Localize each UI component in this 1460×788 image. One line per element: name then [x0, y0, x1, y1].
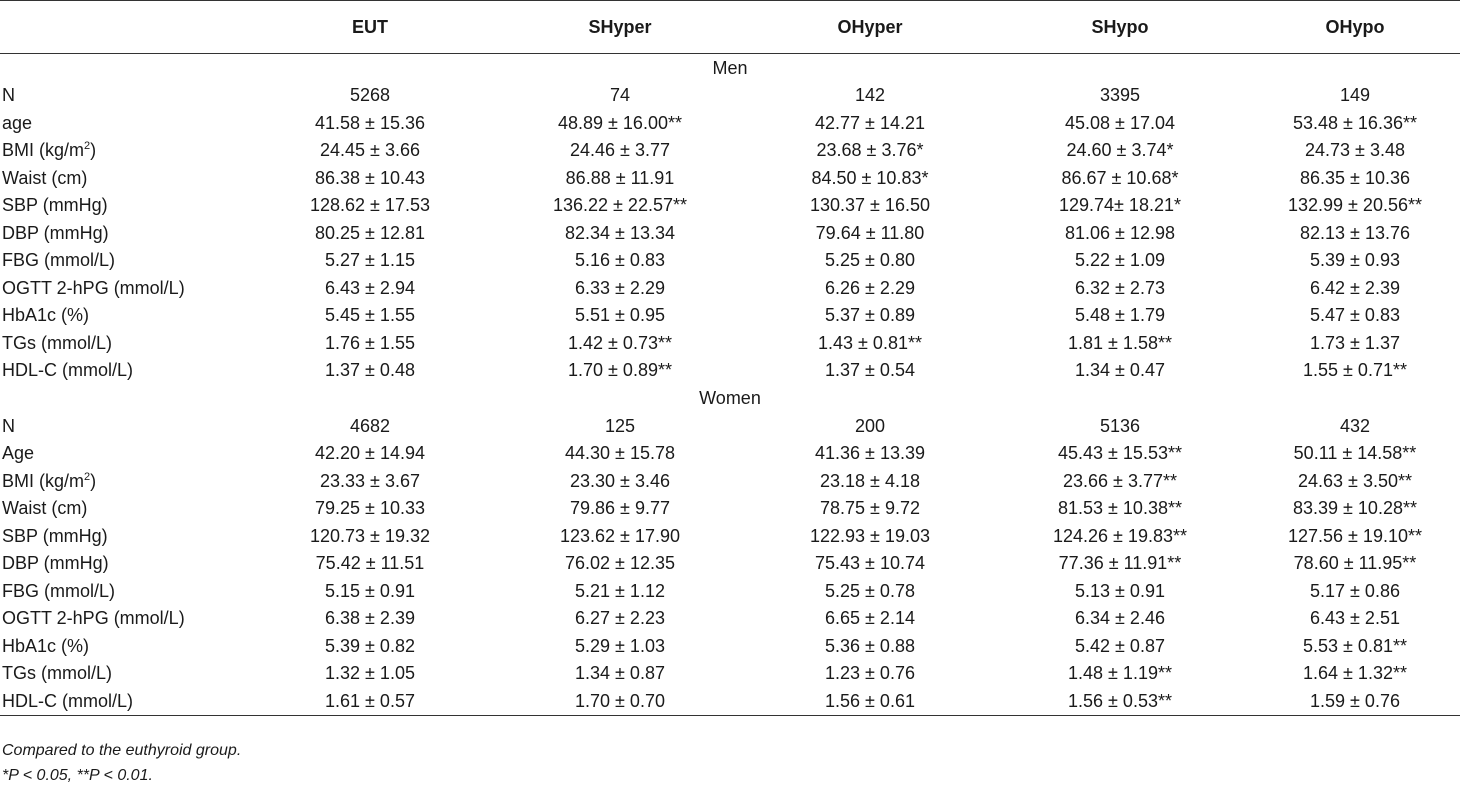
table-cell: 1.73 ± 1.37: [1310, 332, 1400, 353]
row-label: [0, 220, 250, 248]
table-body: [0, 54, 1460, 716]
table-row: [0, 192, 1460, 220]
row-label-text: TGs (mmol/L): [2, 332, 112, 353]
table-cell: 6.43 ± 2.51: [1310, 608, 1400, 629]
row-label-superscript: 2: [84, 470, 91, 483]
table-cell: 136.22 ± 22.57**: [553, 195, 687, 216]
footnote-significance: *P < 0.05, **P < 0.01.: [2, 767, 153, 784]
table-cell: 5.16 ± 0.83: [575, 250, 665, 271]
table-row: [0, 523, 1460, 551]
table-row: [0, 495, 1460, 523]
row-label-text: N: [2, 415, 15, 436]
table-cell: 1.59 ± 0.76: [1250, 688, 1460, 716]
table-row: [0, 550, 1460, 578]
row-label-text: OGTT 2-hPG (mmol/L): [2, 277, 185, 298]
table-cell: 41.58 ± 15.36: [315, 112, 425, 133]
table-cell: 5.48 ± 1.79: [1075, 305, 1165, 326]
row-label: [0, 468, 250, 496]
table-cell: 75.43 ± 10.74: [815, 553, 925, 574]
table-cell: 1.55 ± 0.71**: [1303, 360, 1407, 381]
table-cell: 5.39 ± 0.82: [325, 635, 415, 656]
table-cell: 1.81 ± 1.58**: [1068, 332, 1172, 353]
table-cell: 128.62 ± 17.53: [310, 195, 430, 216]
group-label: Men: [712, 57, 748, 78]
table-cell: 86.38 ± 10.43: [315, 167, 425, 188]
group-header-row: [0, 54, 1460, 83]
table-cell: 122.93 ± 19.03: [810, 525, 930, 546]
table-cell: 1.48 ± 1.19**: [1068, 663, 1172, 684]
table-row: [0, 220, 1460, 248]
table-row: [0, 247, 1460, 275]
table-cell: 6.27 ± 2.23: [575, 608, 665, 629]
row-label: [0, 192, 250, 220]
row-label-text: SBP (mmHg): [2, 195, 108, 216]
table-cell: 86.88 ± 11.91: [565, 167, 675, 188]
table-cell: 6.38 ± 2.39: [325, 608, 415, 629]
row-label: [0, 660, 250, 688]
table-cell: 5.17 ± 0.86: [1310, 580, 1400, 601]
table-cell: 78.60 ± 11.95**: [1293, 553, 1417, 574]
row-label: [0, 302, 250, 330]
table-cell: 142: [854, 85, 886, 106]
table-row: [0, 688, 1460, 716]
group-label: Women: [699, 388, 761, 408]
table-cell: 77.36 ± 11.91**: [1058, 553, 1182, 574]
table-cell: 1.42 ± 0.73**: [568, 332, 672, 353]
table-cell: 24.45 ± 3.66: [320, 140, 420, 161]
table-row: [0, 468, 1460, 496]
table-row: [0, 110, 1460, 138]
table-header-row: [0, 1, 1460, 54]
row-label-text: DBP (mmHg): [2, 553, 109, 574]
table-cell: 80.25 ± 12.81: [315, 222, 425, 243]
row-label-text: HbA1c (%): [2, 305, 90, 326]
row-label: [0, 523, 250, 551]
row-label: [0, 550, 250, 578]
table-cell: 41.36 ± 13.39: [815, 443, 925, 464]
row-label-text: Age: [2, 443, 35, 464]
table-row: [0, 413, 1460, 441]
table-cell: 1.23 ± 0.76: [825, 663, 915, 684]
table-cell: 53.48 ± 16.36**: [1293, 112, 1417, 133]
table-cell: 5.27 ± 1.15: [325, 250, 415, 271]
row-label: [0, 688, 250, 716]
column-header-label: [0, 1, 250, 54]
table-cell: 124.26 ± 19.83**: [1053, 525, 1187, 546]
footnote-comparison: Compared to the euthyroid group.: [2, 742, 242, 759]
row-label: [0, 605, 250, 633]
table-cell: 5.45 ± 1.55: [325, 305, 415, 326]
table-cell: 125: [604, 415, 636, 436]
table-cell: 48.89 ± 16.00**: [558, 112, 682, 133]
row-label: [0, 275, 250, 303]
table-row: [0, 330, 1460, 358]
row-label-text: Waist (cm): [2, 498, 88, 519]
table-cell: 6.43 ± 2.94: [325, 277, 415, 298]
table-cell: 76.02 ± 12.35: [565, 553, 675, 574]
row-label: [0, 165, 250, 193]
table-cell: 84.50 ± 10.83*: [811, 167, 929, 188]
row-label: [0, 440, 250, 468]
row-label-text: N: [2, 85, 15, 106]
table-row: [0, 633, 1460, 661]
table-row: [0, 165, 1460, 193]
row-label-text: SBP (mmHg): [2, 525, 108, 546]
table-cell: 23.18 ± 4.18: [820, 470, 920, 491]
row-label-suffix: ): [90, 140, 97, 161]
table-cell: 5.21 ± 1.12: [575, 580, 665, 601]
table-cell: 6.65 ± 2.14: [825, 608, 915, 629]
table-cell: 24.73 ± 3.48: [1305, 140, 1405, 161]
table-cell: 1.56 ± 0.61: [750, 688, 990, 716]
table-row: [0, 660, 1460, 688]
table-cell: 132.99 ± 20.56**: [1288, 195, 1422, 216]
table-cell: 74: [609, 85, 631, 106]
row-label-text: FBG (mmol/L): [2, 580, 116, 601]
column-header-shypo: SHypo: [990, 1, 1250, 54]
row-label: [0, 357, 250, 385]
row-label: [0, 330, 250, 358]
table-row: [0, 275, 1460, 303]
row-label-text: HDL-C (mmol/L): [2, 360, 134, 381]
table-cell: 50.11 ± 14.58**: [1293, 443, 1417, 464]
table-cell: 23.30 ± 3.46: [570, 470, 670, 491]
table-cell: 83.39 ± 10.28**: [1293, 498, 1417, 519]
row-label-text: BMI (kg/m: [2, 470, 85, 491]
table-cell: 81.53 ± 10.38**: [1058, 498, 1182, 519]
table-cell: 129.74± 18.21*: [1059, 195, 1181, 216]
row-label-text: HDL-C (mmol/L): [2, 690, 134, 711]
table-cell: 5136: [1099, 415, 1141, 436]
table-cell: 1.61 ± 0.57: [250, 688, 490, 716]
row-label-text: Waist (cm): [2, 167, 88, 188]
row-label-suffix: ): [90, 470, 97, 491]
table-cell: 82.13 ± 13.76: [1300, 222, 1410, 243]
table-cell: 5.29 ± 1.03: [575, 635, 665, 656]
table-cell: 24.46 ± 3.77: [570, 140, 670, 161]
table-cell: 5.36 ± 0.88: [825, 635, 915, 656]
table-cell: 86.67 ± 10.68*: [1061, 167, 1179, 188]
table-cell: 1.70 ± 0.70: [490, 688, 750, 716]
table-cell: 6.33 ± 2.29: [575, 277, 665, 298]
row-label-text: TGs (mmol/L): [2, 663, 112, 684]
row-label: [0, 495, 250, 523]
table-cell: 4682: [349, 415, 391, 436]
table-cell: 45.08 ± 17.04: [1065, 112, 1175, 133]
row-label-text: DBP (mmHg): [2, 222, 109, 243]
table-row: [0, 302, 1460, 330]
table-cell: 23.68 ± 3.76*: [816, 140, 924, 161]
table-cell: 1.56 ± 0.53**: [990, 688, 1250, 716]
row-label-text: HbA1c (%): [2, 635, 90, 656]
table-cell: 24.63 ± 3.50**: [1298, 470, 1412, 491]
table-cell: 1.37 ± 0.48: [325, 360, 415, 381]
table-cell: 432: [1339, 415, 1371, 436]
table-cell: 5.47 ± 0.83: [1310, 305, 1400, 326]
row-label: [0, 633, 250, 661]
row-label: [0, 110, 250, 138]
table-cell: 82.34 ± 13.34: [565, 222, 675, 243]
table-row: [0, 137, 1460, 165]
table-cell: 5.22 ± 1.09: [1075, 250, 1165, 271]
table-footnotes: [2, 738, 241, 788]
table-cell: 5.42 ± 0.87: [1075, 635, 1165, 656]
table-cell: 23.66 ± 3.77**: [1063, 470, 1177, 491]
table-cell: 1.34 ± 0.47: [1075, 360, 1165, 381]
table-cell: 6.42 ± 2.39: [1310, 277, 1400, 298]
group-header-row: [0, 385, 1460, 413]
row-label: [0, 413, 250, 441]
table-cell: 42.20 ± 14.94: [315, 443, 425, 464]
table-cell: 5268: [349, 85, 391, 106]
table-cell: 6.34 ± 2.46: [1075, 608, 1165, 629]
row-label-text: age: [2, 112, 33, 133]
column-header-eut: EUT: [250, 1, 490, 54]
table-cell: 78.75 ± 9.72: [820, 498, 920, 519]
row-label-superscript: 2: [84, 140, 91, 153]
table-cell: 1.34 ± 0.87: [575, 663, 665, 684]
column-header-ohypo: OHypo: [1250, 1, 1460, 54]
table-cell: 5.25 ± 0.80: [825, 250, 915, 271]
table-cell: 24.60 ± 3.74*: [1066, 140, 1174, 161]
table-row: [0, 578, 1460, 606]
column-header-ohyper: OHyper: [750, 1, 990, 54]
table-cell: 5.13 ± 0.91: [1075, 580, 1165, 601]
table-cell: 6.32 ± 2.73: [1075, 277, 1165, 298]
table-cell: 79.64 ± 11.80: [815, 222, 925, 243]
table-cell: 130.37 ± 16.50: [810, 195, 930, 216]
table-cell: 5.51 ± 0.95: [575, 305, 665, 326]
table-cell: 45.43 ± 15.53**: [1058, 443, 1182, 464]
row-label: [0, 578, 250, 606]
table-cell: 1.37 ± 0.54: [825, 360, 915, 381]
table-row: [0, 605, 1460, 633]
column-header-shyper: SHyper: [490, 1, 750, 54]
table-cell: 123.62 ± 17.90: [560, 525, 680, 546]
table-cell: 1.76 ± 1.55: [325, 332, 415, 353]
table-cell: 81.06 ± 12.98: [1065, 222, 1175, 243]
table-cell: 44.30 ± 15.78: [565, 443, 675, 464]
table-cell: 86.35 ± 10.36: [1300, 167, 1410, 188]
table-cell: 42.77 ± 14.21: [815, 112, 925, 133]
table-cell: 79.25 ± 10.33: [315, 498, 425, 519]
table-cell: 79.86 ± 9.77: [570, 498, 670, 519]
table-cell: 1.70 ± 0.89**: [568, 360, 672, 381]
row-label: [0, 82, 250, 110]
row-label-text: OGTT 2-hPG (mmol/L): [2, 608, 185, 629]
table-cell: 200: [854, 415, 886, 436]
row-label-text: BMI (kg/m: [2, 140, 85, 161]
table-cell: 1.32 ± 1.05: [325, 663, 415, 684]
table-cell: 5.53 ± 0.81**: [1303, 635, 1407, 656]
row-label-text: FBG (mmol/L): [2, 250, 116, 271]
table-cell: 5.39 ± 0.93: [1310, 250, 1400, 271]
table-cell: 6.26 ± 2.29: [825, 277, 915, 298]
table-cell: 3395: [1099, 85, 1141, 106]
table-row: [0, 440, 1460, 468]
row-label: [0, 137, 250, 165]
table-cell: 120.73 ± 19.32: [310, 525, 430, 546]
table-cell: 1.43 ± 0.81**: [818, 332, 922, 353]
table-cell: 5.15 ± 0.91: [325, 580, 415, 601]
table-cell: 75.42 ± 11.51: [315, 553, 425, 574]
table-cell: 127.56 ± 19.10**: [1288, 525, 1422, 546]
table-cell: 1.64 ± 1.32**: [1303, 663, 1407, 684]
table-row: [0, 82, 1460, 110]
table-cell: 149: [1339, 85, 1371, 106]
table-cell: 5.37 ± 0.89: [825, 305, 915, 326]
table-cell: 5.25 ± 0.78: [825, 580, 915, 601]
row-label: [0, 247, 250, 275]
table-cell: 23.33 ± 3.67: [320, 470, 420, 491]
table-row: [0, 357, 1460, 385]
